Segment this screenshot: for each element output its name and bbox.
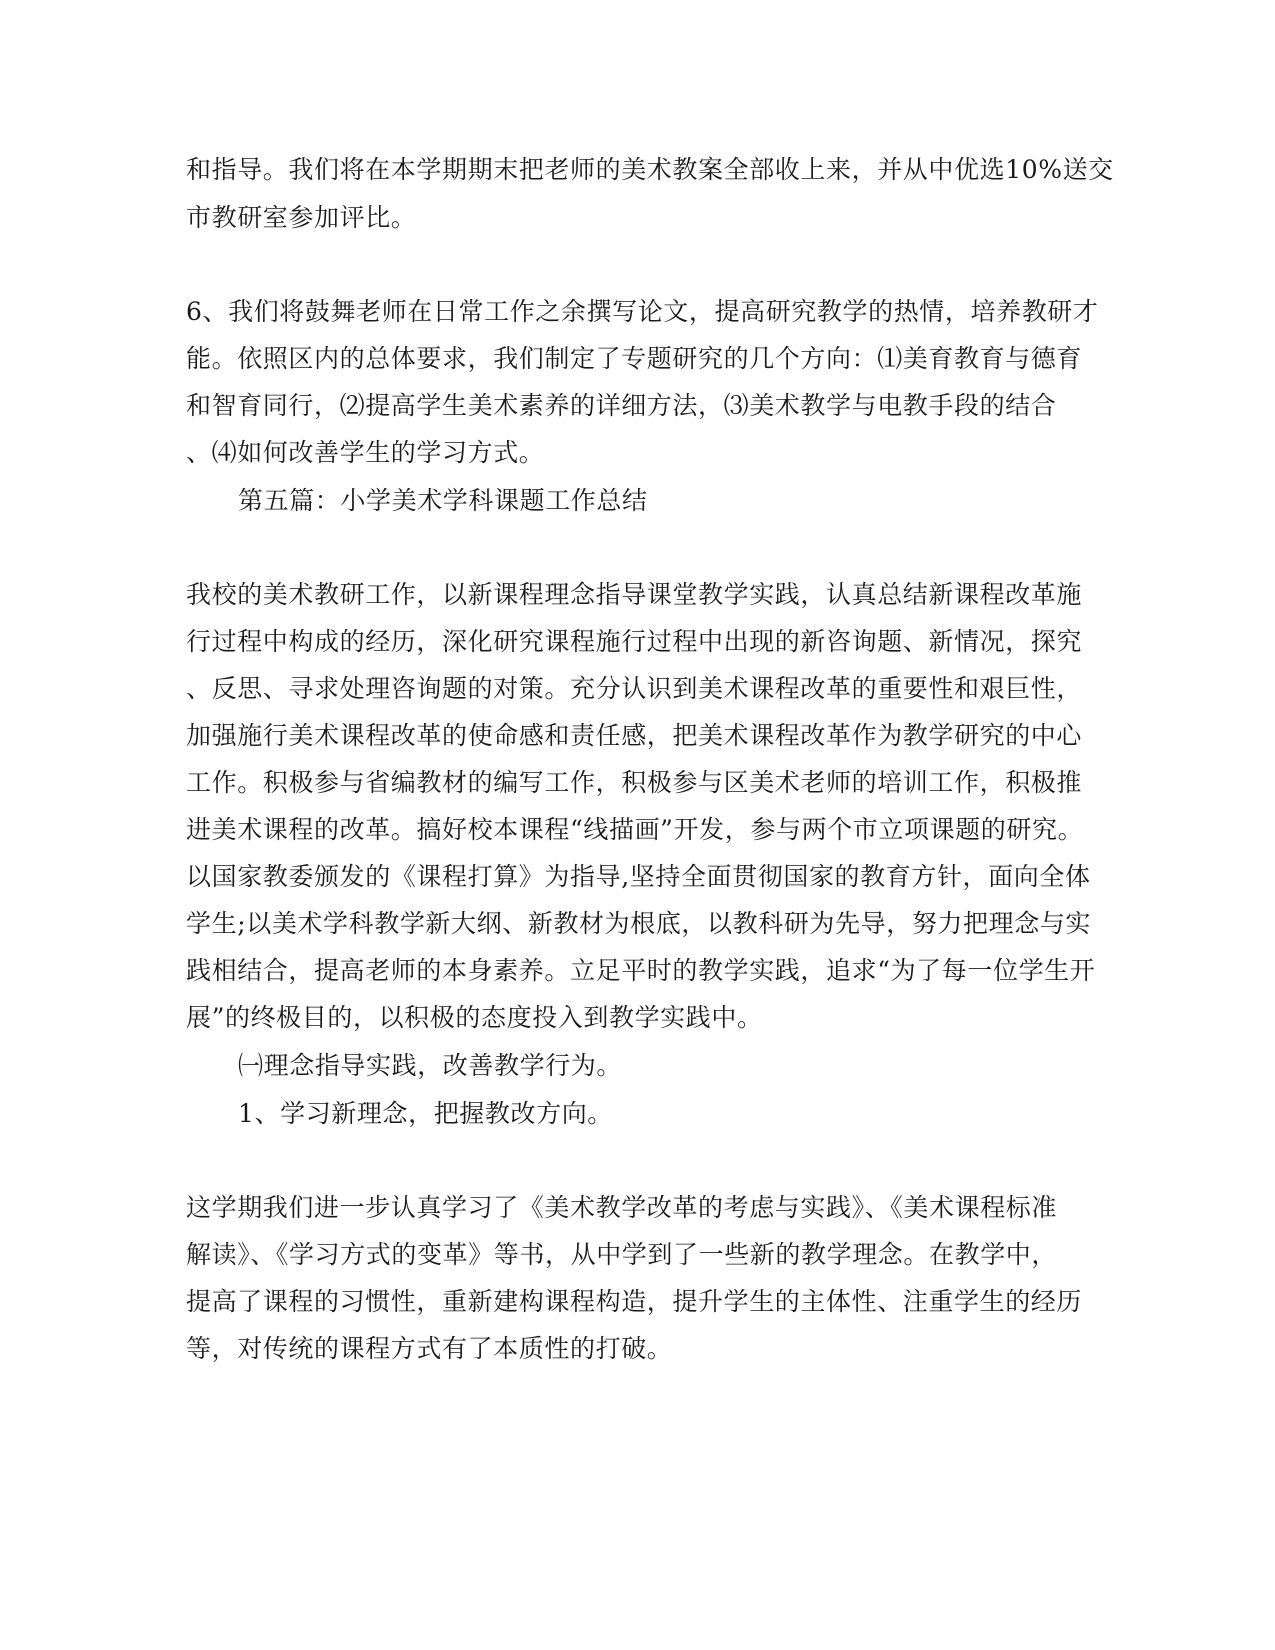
text-line: 加强施行美术课程改革的使命感和责任感，把美术课程改革作为教学研究的中心: [186, 721, 1083, 750]
section-heading: 第五篇：小学美术学科课题工作总结: [238, 486, 648, 515]
text-line: 等，对传统的课程方式有了本质性的打破。: [186, 1334, 673, 1363]
text-line: 能。依照区内的总体要求，我们制定了专题研究的几个方向：⑴美育教育与德育: [186, 344, 1083, 373]
text-line: 践相结合，提高老师的本身素养。立足平时的教学实践，追求“为了每一位学生开: [186, 956, 1096, 985]
text-line: 工作。积极参与省编教材的编写工作，积极参与区美术老师的培训工作，积极推: [186, 768, 1083, 797]
text-line: 这学期我们进一步认真学习了《美术教学改革的考虑与实践》、《美术课程标准: [186, 1193, 1058, 1222]
text-line: 学生;以美术学科教学新大纲、新教材为根底，以教科研为先导，努力把理念与实: [186, 909, 1092, 938]
text-line: 解读》、《学习方式的变革》等书，从中学到了一些新的教学理念。在教学中，: [186, 1240, 1058, 1269]
text-line: 进美术课程的改革。搞好校本课程“线描画”开发，参与两个市立项课题的研究。: [186, 815, 1084, 844]
subheading: ㈠理念指导实践，改善教学行为。: [238, 1051, 623, 1080]
text-line: 、⑷如何改善学生的学习方式。: [186, 438, 545, 467]
text-line: 我校的美术教研工作，以新课程理念指导课堂教学实践，认真总结新课程改革施: [186, 580, 1083, 609]
text-line: 和智育同行，⑵提高学生美术素养的详细方法，⑶美术教学与电教手段的结合: [186, 391, 1057, 420]
subheading: 1、学习新理念，把握教改方向。: [238, 1099, 613, 1128]
text-line: 市教研室参加评比。: [186, 203, 417, 232]
text-line: 提高了课程的习惯性，重新建构课程构造，提升学生的主体性、注重学生的经历: [186, 1287, 1083, 1316]
text-line: 6、我们将鼓舞老师在日常工作之余撰写论文，提高研究教学的热情，培养教研才: [186, 297, 1099, 326]
text-line: 行过程中构成的经历，深化研究课程施行过程中出现的新咨询题、新情况，探究: [186, 627, 1083, 656]
text-line: 以国家教委颁发的《课程打算》为指导,坚持全面贯彻国家的教育方针，面向全体: [186, 862, 1091, 891]
text-line: 展”的终极目的，以积极的态度投入到教学实践中。: [186, 1003, 763, 1032]
text-line: 、反思、寻求处理咨询题的对策。充分认识到美术课程改革的重要性和艰巨性，: [186, 674, 1083, 703]
text-line: 和指导。我们将在本学期期末把老师的美术教案全部收上来，并从中优选10%送交: [186, 155, 1114, 184]
